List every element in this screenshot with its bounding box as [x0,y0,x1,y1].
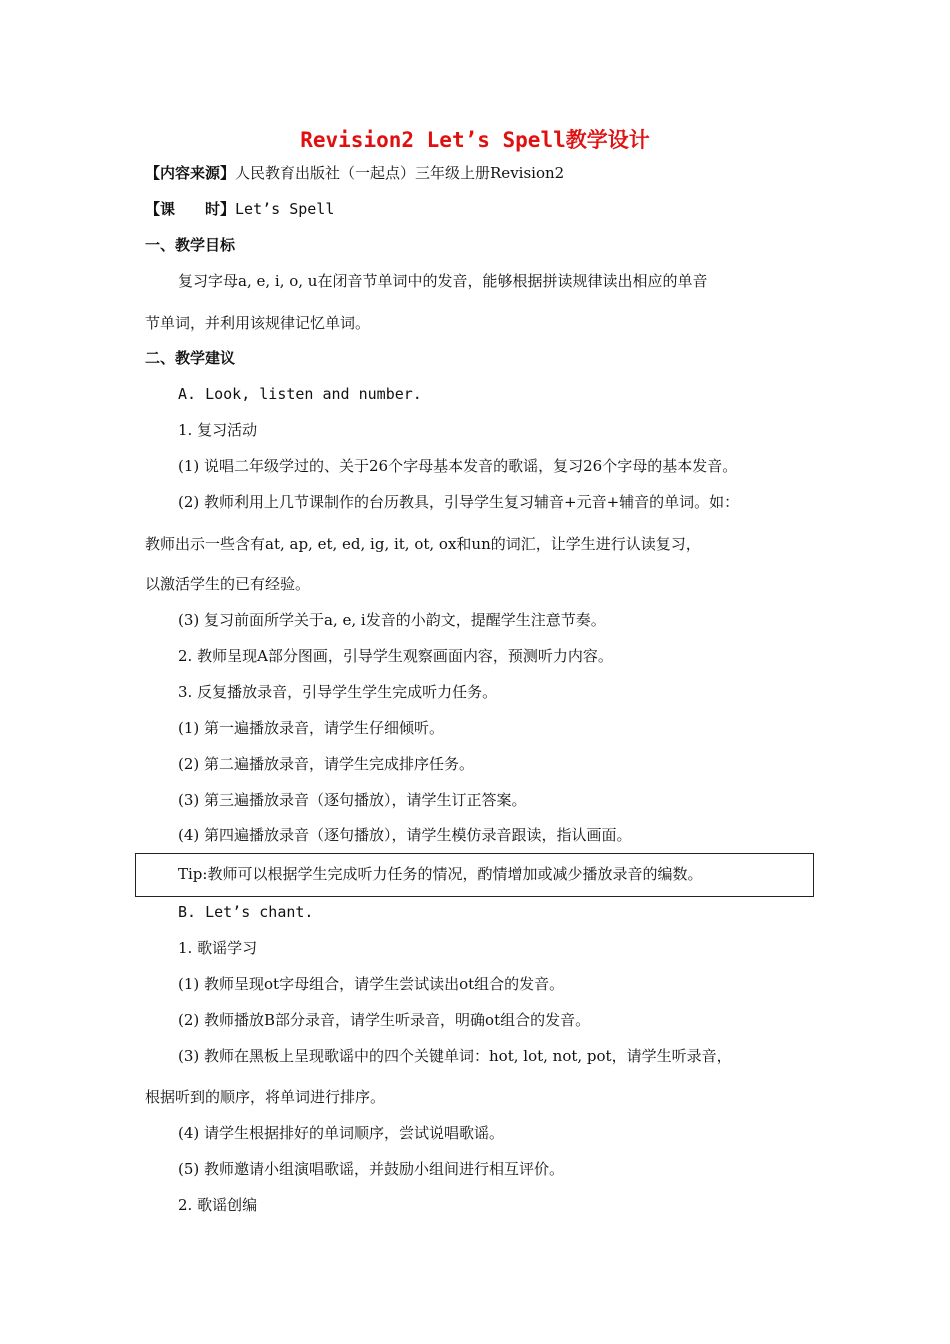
tip-text: Tip:教师可以根据学生完成听力任务的情况，酌情增加或减少播放录音的编数。 [178,865,703,883]
part-a-step-2: 2. 教师呈现A部分图画，引导学生观察画面内容，预测听力内容。 [178,647,613,665]
part-b-step-2: 2. 歌谣创编 [178,1196,258,1214]
part-a-step-1-3: (3) 复习前面所学关于a, e, i发音的小韵文，提醒学生注意节奏。 [178,611,606,629]
part-a-step-1-2-line1: (2) 教师利用上几节课制作的台历教具，引导学生复习辅音+元音+辅音的单词。如： [178,493,740,511]
suggestions-heading: 二、教学建议 [145,349,236,367]
part-a-step-3-1: (1) 第一遍播放录音，请学生仔细倾听。 [178,719,445,737]
part-b-step-1-3-line1: (3) 教师在黑板上呈现歌谣中的四个关键单词：hot, lot, not, pot，请学生听录音， [178,1047,732,1065]
part-a-step-3: 3. 反复播放录音，引导学生学生完成听力任务。 [178,683,498,701]
part-a-step-1-2-line3: 以激活学生的已有经验。 [145,575,311,593]
source-label: 【内容来源】 [145,164,236,182]
period-value: Let’s Spell [235,200,335,218]
period-label: 【课 时】 [145,200,236,218]
part-a-step-1-1: (1) 说唱二年级学过的、关于26个字母基本发音的歌谣，复习26个字母的基本发音。 [178,457,738,475]
part-a-step-3-2: (2) 第二遍播放录音，请学生完成排序任务。 [178,755,475,773]
goals-heading: 一、教学目标 [145,236,236,254]
source-value: 人民教育出版社（一起点）三年级上册Revision2 [235,164,565,182]
goals-paragraph-line2: 节单词，并利用该规律记忆单词。 [145,314,371,332]
goals-paragraph-line1: 复习字母a, e, i, o, u在闭音节单词中的发音，能够根据拼读规律读出相应的单音 [178,272,708,290]
part-a-step-1: 1. 复习活动 [178,421,258,439]
part-b-step-1: 1. 歌谣学习 [178,939,258,957]
part-b-step-1-5: (5) 教师邀请小组演唱歌谣，并鼓励小组间进行相互评价。 [178,1160,565,1178]
part-b-step-1-4: (4) 请学生根据排好的单词顺序，尝试说唱歌谣。 [178,1124,505,1142]
part-a-step-3-4: (4) 第四遍播放录音（逐句播放），请学生模仿录音跟读，指认画面。 [178,826,632,844]
document-title: Revision2 Let’s Spell教学设计 [300,128,650,152]
part-a-step-1-2-line2: 教师出示一些含有at, ap, et, ed, ig, it, ot, ox和un的词汇，让学生进行认读复习， [145,535,701,553]
source-meta [145,163,564,183]
part-b-heading: B. Let’s chant. [178,903,314,921]
part-a-step-3-3: (3) 第三遍播放录音（逐句播放），请学生订正答案。 [178,791,527,809]
period-meta [145,199,334,219]
part-a-heading: A. Look, listen and number. [178,385,422,403]
part-b-step-1-1: (1) 教师呈现ot字母组合，请学生尝试读出ot组合的发音。 [178,975,565,993]
part-b-step-1-2: (2) 教师播放B部分录音，请学生听录音，明确ot组合的发音。 [178,1011,591,1029]
part-b-step-1-3-line2: 根据听到的顺序，将单词进行排序。 [145,1088,386,1106]
